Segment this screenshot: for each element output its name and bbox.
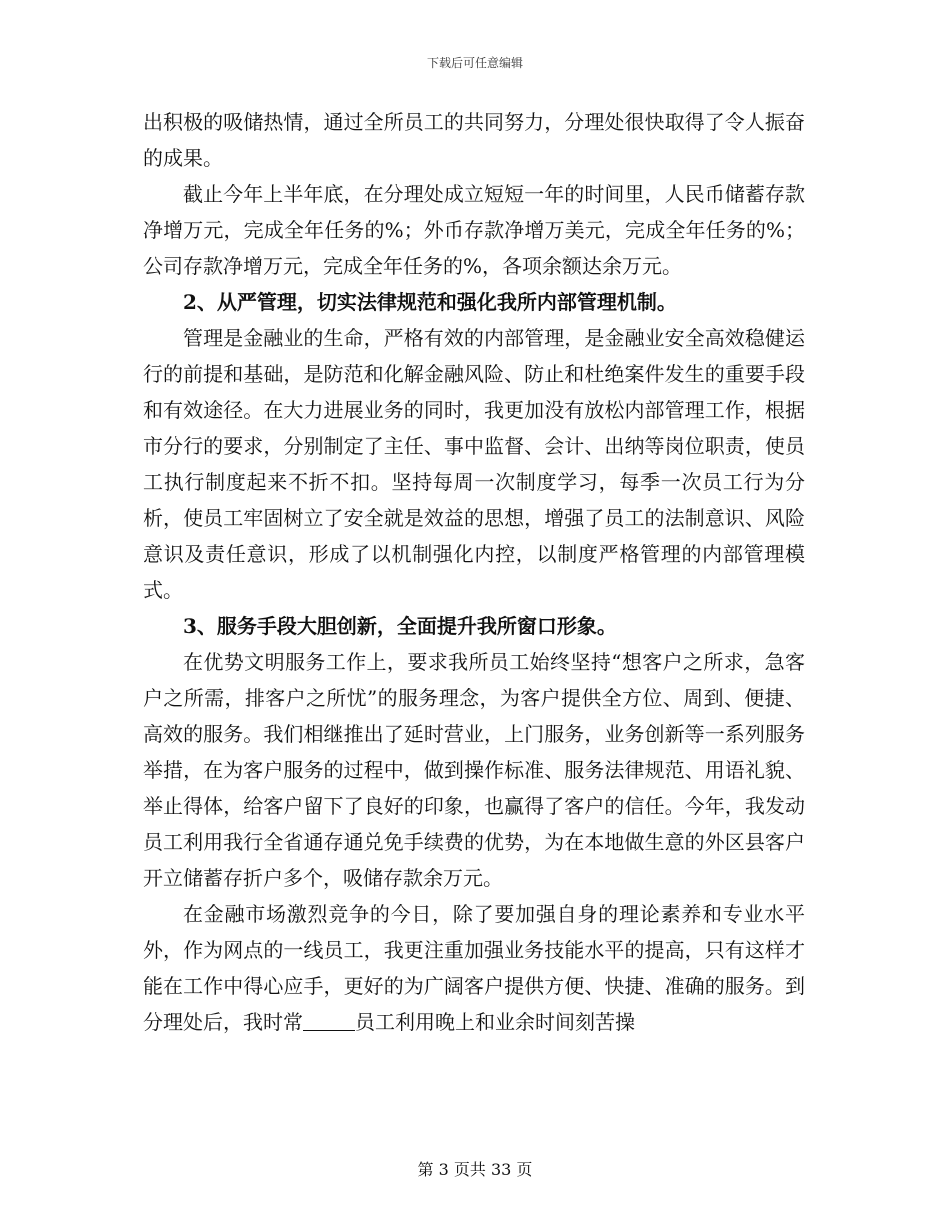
page-header: 下载后可任意编辑 [426,56,523,70]
section-heading-2: 2、从严管理，切实法律规范和强化我所内部管理机制。 [183,290,677,314]
paragraph-3: 管理是金融业的生命，严格有效的内部管理，是金融业安全高效稳健运行的前提和基础，是防范和化解金融风险、防止和杜绝案件发生的重要手段和有效途径。在大力进展业务的同时，我更加没有放松内部管理工作，根据市分行的要求，分别制定了主任、事中监督、会计、出纳等岗位职责，使员工执行制度起来不折不扣。坚持每周一次制度学习，每季一次员工行为分析，使员工牢固树立了安全就是效益的思想，增强了员工的法制意识、风险意识及责任意识，形成了以机制强化内控，以制度严格管理的内部管理模式。 [143,326,805,602]
paragraph-2: 截止今年上半年底，在分理处成立短短一年的时间里，人民币储蓄存款净增万元，完成全年任务的%；外币存款净增万美元，完成全年任务的%；公司存款净增万元，完成全年任务的%，各项余额达余万元。 [143,182,805,278]
section-heading-3: 3、服务手段大胆创新，全面提升我所窗口形象。 [183,614,617,638]
paragraph-1: 出积极的吸储热情，通过全所员工的共同努力，分理处很快取得了令人振奋的成果。 [143,110,805,170]
paragraph-5-before: 在金融市场激烈竞争的今日，除了要加强自身的理论素养和专业水平外，作为网点的一线员工，我更注重加强业务技能水平的提高，只有这样才能在工作中得心应手，更好的为广阔客户提供方便、快捷、准确的服务。到分理处后，我时常 [143,902,805,1034]
paragraph-5 [143,896,805,1040]
page-footer: 第 3 页共 33 页 [417,1160,533,1179]
document-body [143,104,805,1040]
paragraph-5-after: 员工利用晚上和业余时间刻苦操 [355,1010,635,1034]
paragraph-4: 在优势文明服务工作上，要求我所员工始终坚持“想客户之所求，急客户之所需，排客户之所忧”的服务理念，为客户提供全方位、周到、便捷、高效的服务。我们相继推出了延时营业，上门服务，业务创新等一系列服务举措，在为客户服务的过程中，做到操作标准、服务法律规范、用语礼貌、举止得体，给客户留下了良好的印象，也赢得了客户的信任。今年，我发动员工利用我行全省通存通兑免手续费的优势，为在本地做生意的外区县客户开立储蓄存折户多个，吸储存款余万元。 [143,650,805,890]
fill-in-blank [303,1012,355,1031]
